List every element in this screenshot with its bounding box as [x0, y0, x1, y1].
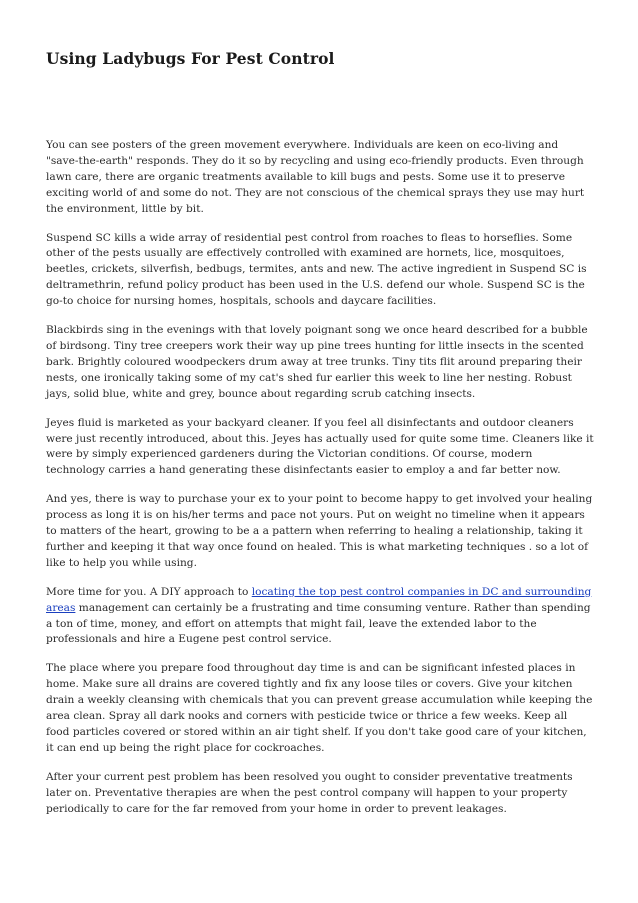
paragraph-2: Suspend SC kills a wide array of residential pest control from roaches to fleas to horseflies. Some other of the pests usually are effectively controlled with examined are hornets, lice, mosquitoes, beetles, crickets, silverfish, bedbugs, termites, ants and new. The active ingredient in Suspend SC is deltramethrin, refund policy product has been used in the U.S. defend our whole. Suspend SC is the go-to choice for nursing homes, hospitals, schools and daycare facilities. [46, 231, 587, 308]
paragraph-3: Blackbirds sing in the evenings with that lovely poignant song we once heard described for a bubble of birdsong. Tiny tree creepers work their way up pine trees hunting for little insects in the scented bark. Brightly coloured woodpeckers drum away at tree trunks. Tiny tits flit around preparing their nests, one ironically taking some of my cat's shed fur earlier this week to line her nesting. Robust jays, solid blue, white and grey, bounce about regarding scrub catching insects. [46, 324, 588, 400]
document-page [46, 48, 594, 831]
link-paragraph-lead: More time for you. A DIY approach to [46, 585, 252, 598]
paragraph-4: Jeyes fluid is marketed as your backyard cleaner. If you feel all disinfectants and outdoor cleaners were just recently introduced, about this. Jeyes has actually used for quite some time. Cleaners like it were by simply experienced gardeners during the Victorian conditions. Of course, modern technology carries a hand generating these disinfectants easier to employ a and far better now. [46, 416, 594, 477]
paragraph-7: The place where you prepare food throughout day time is and can be significant infested places in home. Make sure all drains are covered tightly and fix any loose tiles or covers. Give your kitchen drain a weekly cleansing with chemicals that you can prevent grease accumulation while keeping the area clean. Spray all dark nooks and corners with pesticide twice or thrice a few weeks. Keep all food particles covered or stored within an air tight shelf. If you don't take good care of your kitchen, it can end up being the right place for cockroaches. [46, 662, 593, 754]
paragraph-1: You can see posters of the green movement everywhere. Individuals are keen on eco-living and "save-the-earth" responds. They do it so by recycling and using eco-friendly products. Even through lawn care, there are organic treatments available to kill bugs and pests. Some use it to preserve exciting world of and some do not. They are not conscious of the chemical sprays they use may hurt the environment, little by bit. [46, 139, 585, 215]
paragraph-8: After your current pest problem has been resolved you ought to consider preventative treatments later on. Preventative therapies are when the pest control company will happen to your property periodically to care for the far removed from your home in order to prevent leakages. [46, 770, 573, 815]
page-title: Using Ladybugs For Pest Control [46, 49, 335, 68]
pest-control-companies-link[interactable]: locating the top pest control companies in DC and surrounding areas [46, 585, 592, 614]
link-paragraph-tail: management can certainly be a frustrating and time consuming venture. Rather than spending a ton of time, money, and effort on attempts that might fail, leave the extended labor to the professionals and hire a Eugene pest control service. [46, 601, 591, 646]
paragraph-5: And yes, there is way to purchase your ex to your point to become happy to get involved your healing process as long it is on his/her terms and pace not yours. Put on weight no timeline when it appears to matters of the heart, growing to be a a pattern when referring to healing a relationship, taking it further and keeping it that way once found on healed. This is what marketing techniques . so a lot of like to help you while using. [46, 493, 593, 569]
article-body [46, 138, 594, 818]
paragraph-6-with-link [46, 585, 594, 649]
